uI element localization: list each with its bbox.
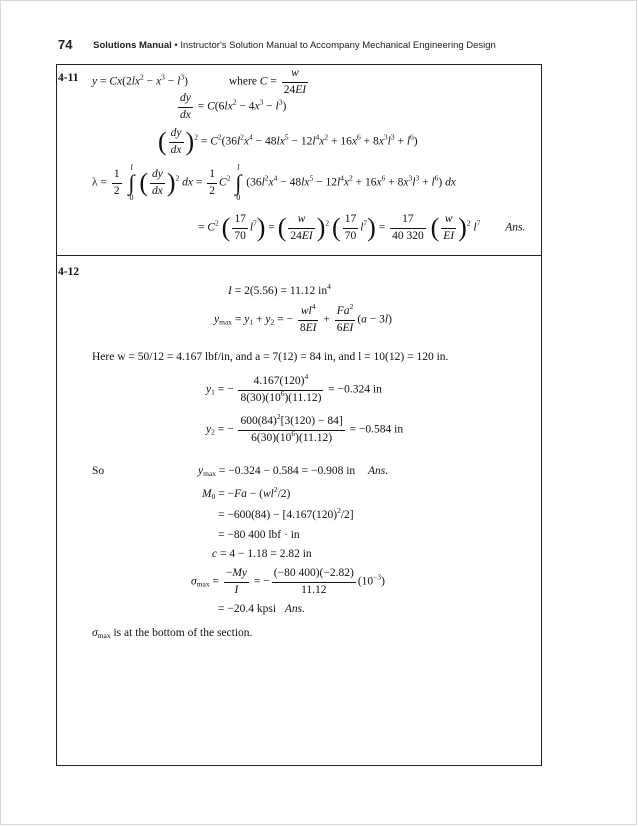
eq-y2: $y_2$ = − $\frac{600(84)^2[3(120) - 84]}{6(30)(10^6)(11.12)}$ = −0.584 in — [206, 412, 404, 444]
header-subtitle: Instructor's Solution Manual to Accompany Mechanical Engineering Design — [180, 40, 496, 51]
manual-name: Solutions Manual — [93, 40, 172, 51]
problem-divider — [56, 255, 542, 256]
eq-moment-sub: = $-600(84) - [4.167(120)^2/2]$ — [218, 506, 354, 521]
given-values-text: Here w = 50/12 = 4.167 lbf/in, and a = 7(12) = 84 in, and l = 10(12) = 120 in. — [92, 351, 449, 363]
eq-sigma-result: = −20.4 kpsi Ans. — [218, 603, 306, 615]
header-bullet: • — [174, 40, 178, 51]
conclusion-text: $\sigma_{max}$ is at the bottom of the section. — [92, 627, 253, 640]
ans-4-11: Ans. — [505, 221, 526, 234]
eq-ymax-result: $y_{max} = -0.324 - 0.584 = -0.908$ in Ans. — [198, 465, 389, 478]
so-label: So — [92, 465, 105, 477]
eq-moment-result: = −80 400 lbf · in — [218, 529, 300, 541]
eq-slope-squared: ( $\frac{dy}{dx}$ )$^2 = C^2(36l^2x^4 - 48lx^5 - 12l^4x^2 + 16x^6 + 8x^3l^3 + l^6)$ — [158, 127, 418, 156]
eq-slope: $\frac{dy}{dx}$ = $C(6lx^2 - 4x^3 - l^3)$ — [180, 92, 287, 121]
eq-ymax: $y_{max} = y_1 + y_2$ = − $\frac{wl^4}{8EI}$ + $\frac{Fa^2}{6EI}$ (a − 3l) — [214, 302, 392, 334]
problem-label-4-12: 4-12 — [58, 266, 80, 278]
conclusion-rest: is at the bottom of the section. — [110, 627, 253, 639]
eq-c: c = 4 − 1.18 = 2.82 in — [212, 548, 312, 560]
eq-deflection: $y = Cx(2lx^2 - x^3 - l^3)$ where C = $\frac{w}{24EI}$ — [92, 67, 307, 96]
ans-ymax: Ans. — [368, 465, 389, 477]
ans-sigma: Ans. — [284, 603, 306, 615]
eq-inertia: I = 2(5.56) = 11.12 $in^4$ — [228, 282, 331, 297]
problem-label-4-11: 4-11 — [58, 72, 79, 84]
eq-moment: $M_0 = -Fa - (wl^2/2)$ — [202, 485, 291, 501]
eq-y1: $y_1$ = − $\frac{4.167(120)^4}{8(30)(10^6)(11.12)}$ = −0.324 in — [206, 372, 382, 404]
eq-lambda-result: = $C^2$ ( $\frac{17}{70}$ $l^7$) = ( $\frac{w}{24EI}$ )$^2$ ( $\frac{17}{70}$ $l^7$) = $\frac{17}{40 320}$ ( $\frac{w}{EI}$ )$^2$ $l^7$ Ans. — [198, 213, 526, 242]
eq-sigma: $\sigma_{max}$ = $\frac{-My}{I}$ = − $\frac{(-80 400)(-2.82)}{11.12}$ $(10^{-3})$ — [191, 567, 385, 596]
page-number: 74 — [58, 37, 73, 52]
page-header — [58, 37, 496, 52]
eq-lambda: λ = $\frac{1}{2}$ l ∫ 0 ( $\frac{dy}{dx}$ )$^2$ dx = $\frac{1}{2}$ $C^2$ l ∫ 0 $(36l^2x^4 - 48lx^5 - 12l^4x^2 + 16x^6 + 8x^3l^3 + l^6)$ dx — [92, 163, 456, 202]
